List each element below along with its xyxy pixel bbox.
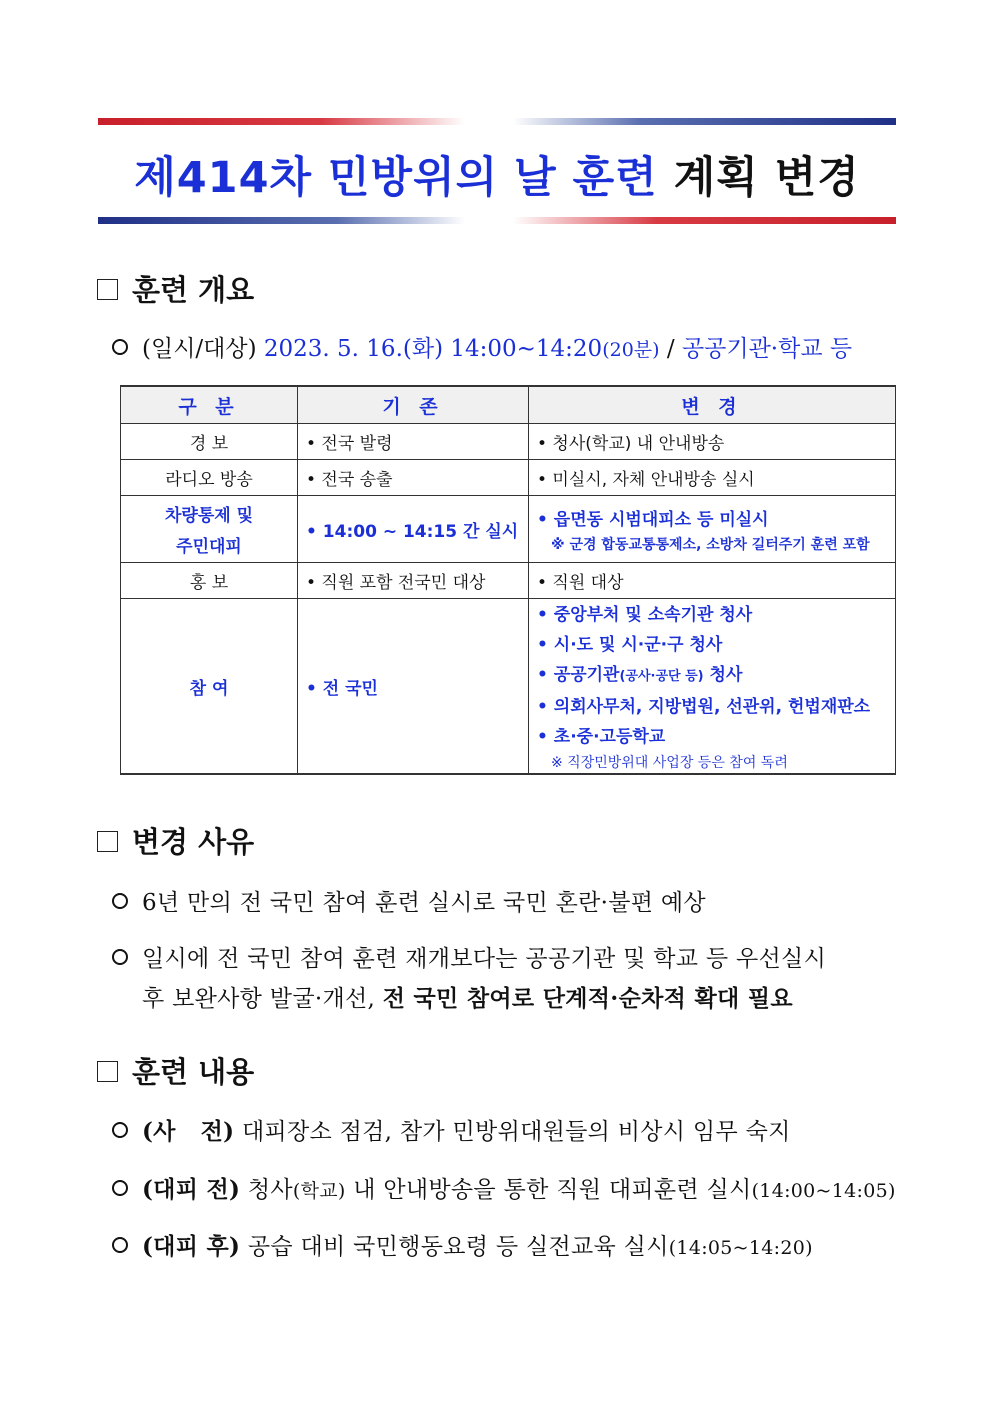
circle-bullet-icon bbox=[112, 1237, 128, 1253]
checkbox-square-icon bbox=[97, 831, 118, 852]
table-row: 참 여 • 전 국민 • 중앙부처 및 소속기관 청사 • 시·도 및 시·군·구 청사 • 공공기관(공사·공단 등) 청사 • 의회사무처, 지방법원, 선관위, 헌법재판소 • 초·중·고등학교 ※ 직장민방위대 사업장 등은 참여 독려 bbox=[121, 599, 896, 775]
table-header-changed: 변 경 bbox=[529, 386, 896, 424]
table-header-category: 구 분 bbox=[121, 386, 298, 424]
table-row: 경 보 • 전국 발령 • 청사(학교) 내 안내방송 bbox=[121, 424, 896, 460]
comparison-table bbox=[120, 385, 896, 775]
table-row: 라디오 방송 • 전국 송출 • 미실시, 자체 안내방송 실시 bbox=[121, 460, 896, 496]
title-bottom-bar bbox=[98, 217, 896, 224]
section-overview-heading: 훈련 개요 bbox=[97, 268, 254, 309]
checkbox-square-icon bbox=[97, 1061, 118, 1082]
content-line-before: (사 전) 대피장소 점검, 참가 민방위대원들의 비상시 임무 숙지 bbox=[112, 1113, 791, 1146]
content-line-after: (대피 후) 공습 대비 국민행동요령 등 실전교육 실시(14:05~14:20) bbox=[112, 1228, 813, 1261]
section-reason-heading: 변경 사유 bbox=[97, 820, 254, 861]
table-row: 차량통제 및 주민대피 • 14:00 ~ 14:15 간 실시 • 읍면동 시범대피소 등 미실시 ※ 군경 합동교통통제소, 소방차 길터주기 훈련 포함 bbox=[121, 496, 896, 563]
title-top-bar bbox=[98, 118, 896, 125]
circle-bullet-icon bbox=[112, 893, 128, 909]
checkbox-square-icon bbox=[97, 279, 118, 300]
reason-line-2: 일시에 전 국민 참여 훈련 재개보다는 공공기관 및 학교 등 우선실시 bbox=[112, 940, 826, 973]
table-row: 홍 보 • 직원 포함 전국민 대상 • 직원 대상 bbox=[121, 563, 896, 599]
reason-line-3: 후 보완사항 발굴·개선, 전 국민 참여로 단계적·순차적 확대 필요 bbox=[142, 985, 793, 1012]
reason-line-1: 6년 만의 전 국민 참여 훈련 실시로 국민 혼란·불편 예상 bbox=[112, 884, 706, 917]
title-banner bbox=[98, 118, 896, 226]
circle-bullet-icon bbox=[112, 1180, 128, 1196]
circle-bullet-icon bbox=[112, 339, 128, 355]
circle-bullet-icon bbox=[112, 949, 128, 965]
section-content-heading: 훈련 내용 bbox=[97, 1050, 254, 1091]
table-header-existing: 기 존 bbox=[298, 386, 529, 424]
overview-schedule-line: (일시/대상) 2023. 5. 16.(화) 14:00∼14:20(20분) / 공공기관·학교 등 bbox=[112, 330, 852, 363]
page-title: 제414차 민방위의 날 훈련 계획 변경 bbox=[134, 153, 860, 203]
circle-bullet-icon bbox=[112, 1122, 128, 1138]
content-line-during: (대피 전) 청사(학교) 내 안내방송을 통한 직원 대피훈련 실시(14:00~14:05) bbox=[112, 1171, 896, 1204]
